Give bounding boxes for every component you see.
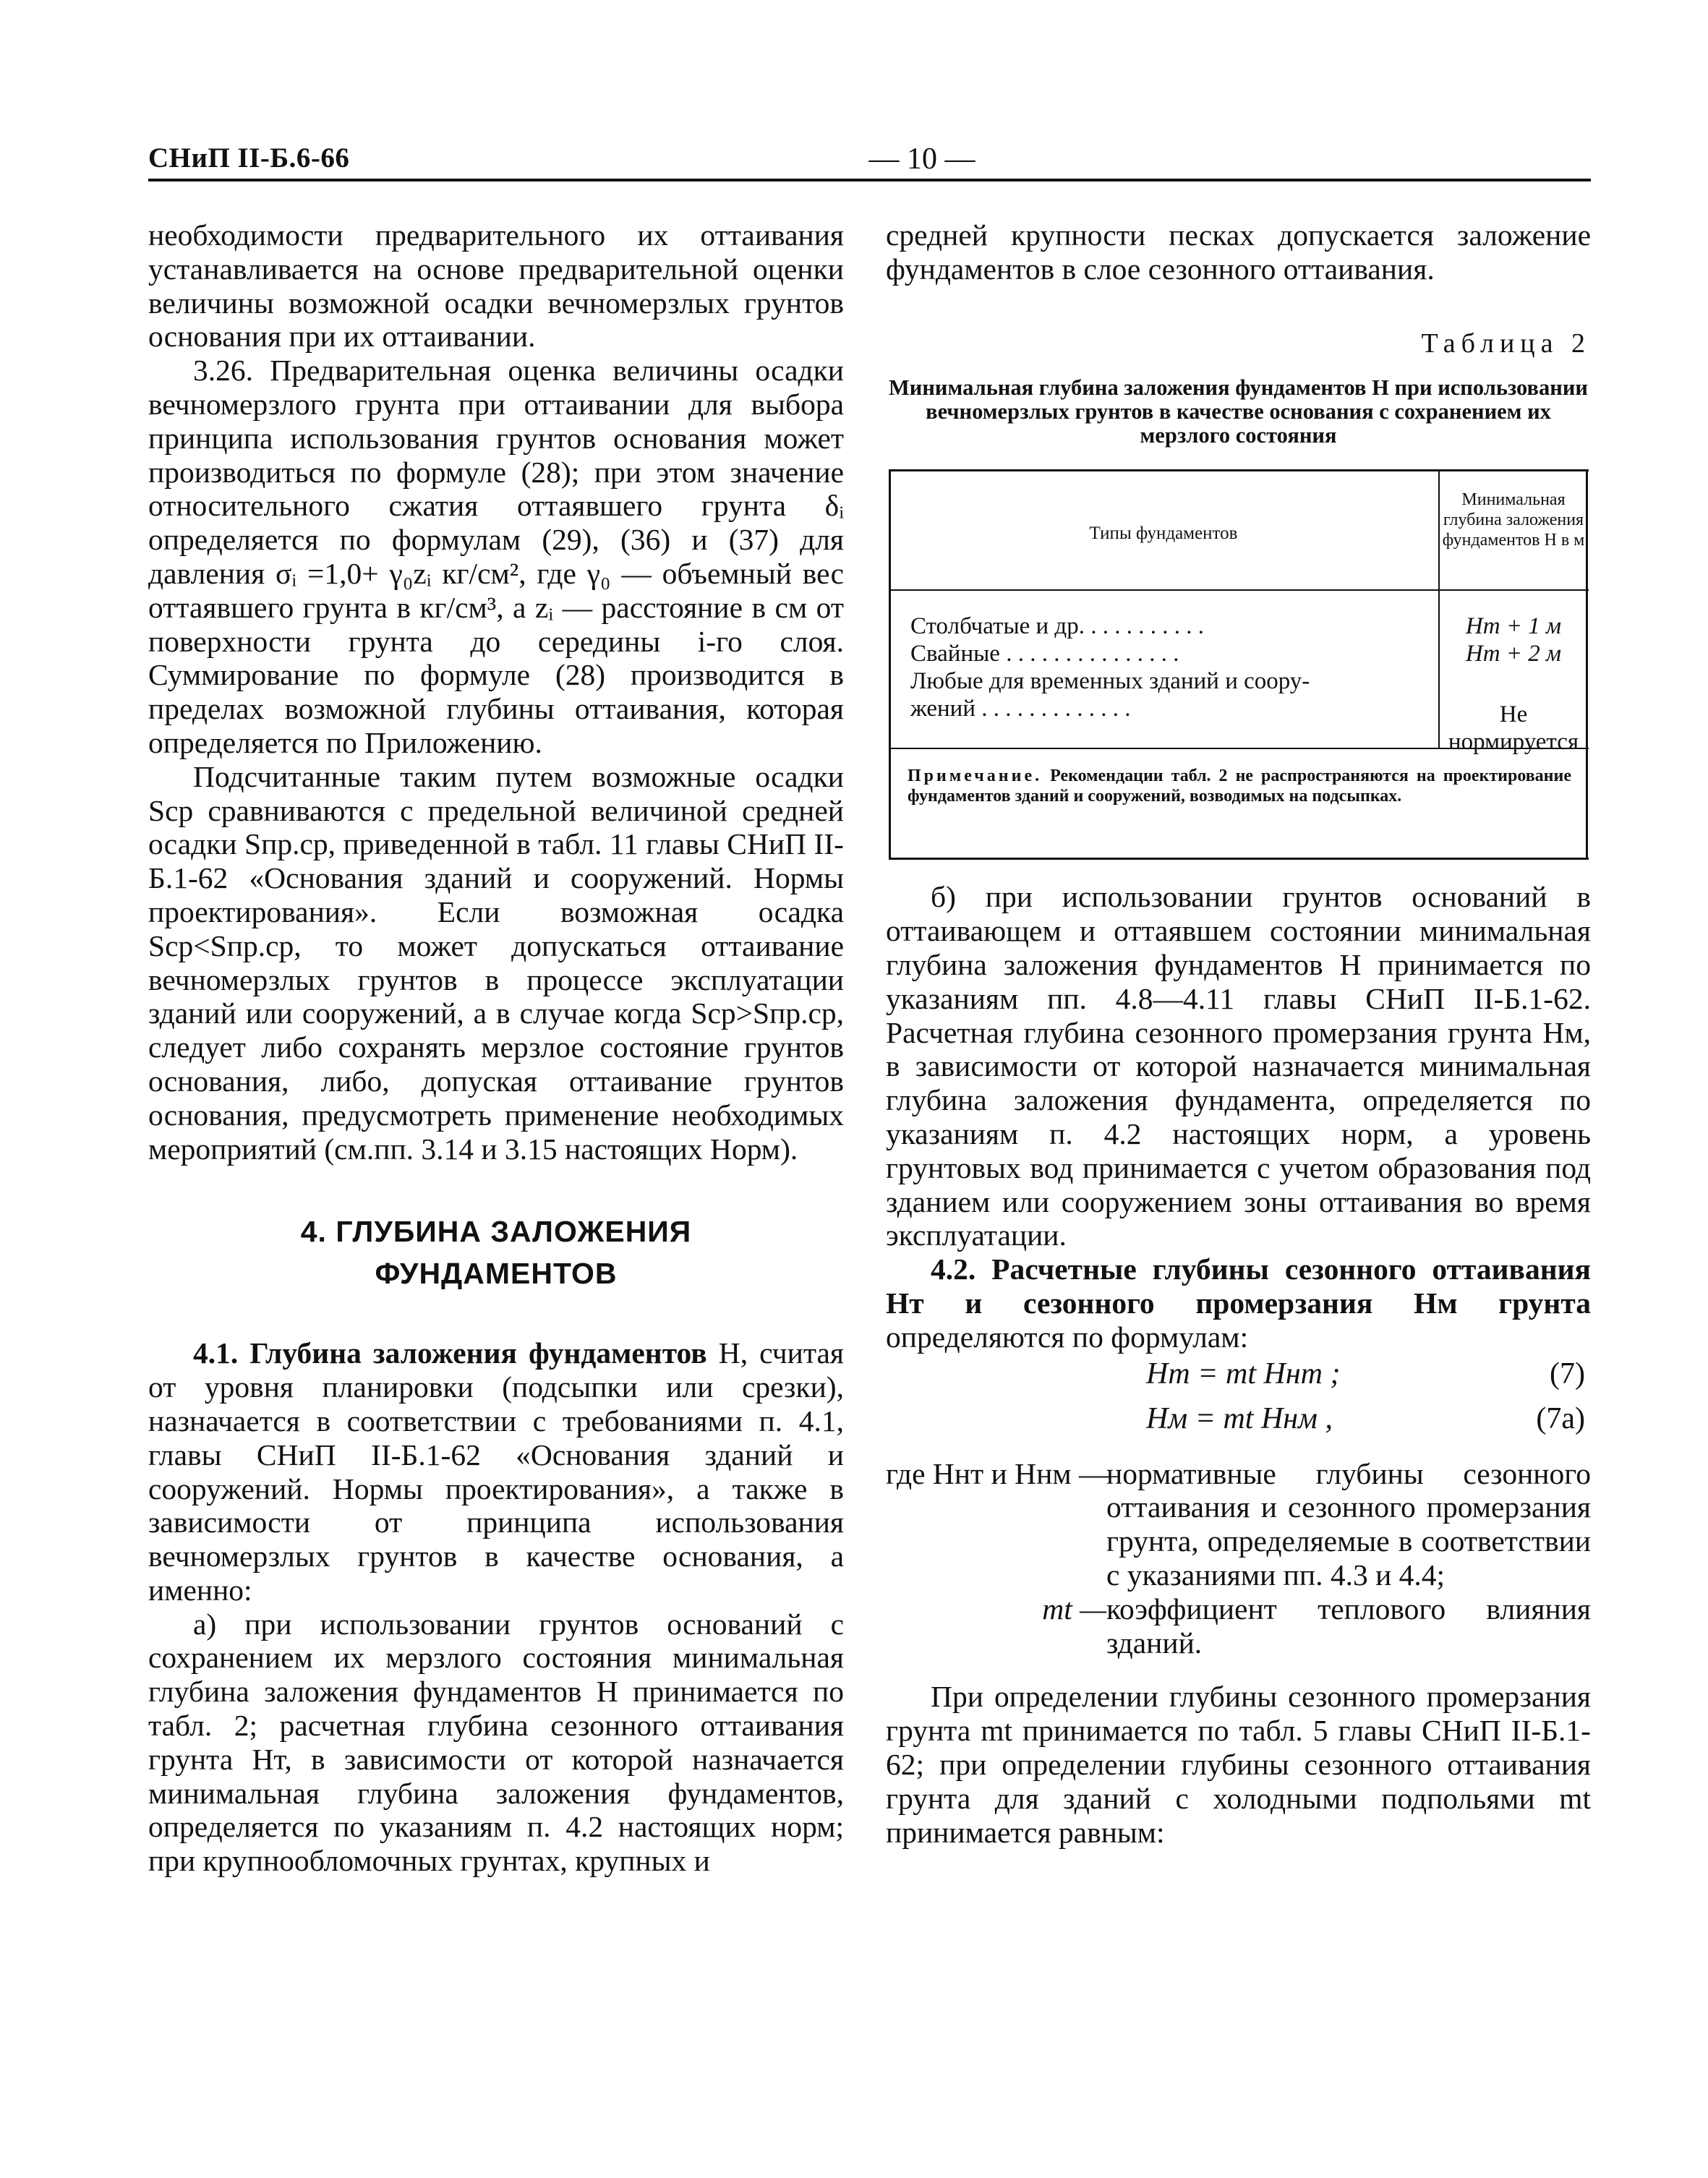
table-header-type: Типы фундаментов bbox=[1089, 524, 1238, 544]
definition-text: коэффициент теплового влияния зданий. bbox=[1106, 1592, 1591, 1660]
table-header-divider bbox=[889, 589, 1589, 591]
paragraph-4-2 bbox=[886, 1252, 1591, 1354]
table-row-value: Hт + 1 м bbox=[1465, 613, 1562, 640]
paragraph-4-1 bbox=[148, 1336, 844, 1607]
definition-term: mt — bbox=[1042, 1592, 1106, 1626]
table-note-text: Рекомендации табл. 2 не распространяются на проектирование фундаментов зданий и сооружений, возводимых на подсыпках. bbox=[908, 766, 1571, 806]
section-heading bbox=[148, 1210, 844, 1294]
paragraph-item-a: а) при использовании грунтов оснований с сохранением их мерзлого состояния минимальная глубина заложения фундаментов H принимается по табл. 2; расчетная глубина сезонного оттаивания грунта Hт, в зависимости от которой назначается минимальная глубина заложения фундаментов, определяется по указаниям п. 4.2 настоящих норм; при крупнообломочных грунтах, крупных и bbox=[148, 1607, 844, 1878]
paragraph-coefficient: При определении глубины сезонного промерзания грунта mt принимается по табл. 5 главы СНиП II-Б.1-62; при определении глубины сезонного оттаивания грунта для зданий с холодными подпольями mt принимается равным: bbox=[886, 1680, 1591, 1849]
table-row-value: Не нормируется bbox=[1448, 701, 1579, 756]
table-note-label: Примечание. bbox=[908, 766, 1043, 786]
table-row-value: Hт + 2 м bbox=[1465, 641, 1562, 667]
definition-term: где Hнт и Hнм — bbox=[886, 1456, 1109, 1490]
table-row-label-cont: жений . . . . . . . . . . . . . bbox=[910, 696, 1131, 722]
table-row-label: Любые для временных зданий и соору- bbox=[910, 668, 1310, 695]
paragraph-item-b: б) при использовании грунтов оснований в оттаивающем и оттаявшем состоянии минимальная глубина заложения фундаментов H принимается по указаниям пп. 4.8—4.11 главы СНиП II-Б.1-62. Расчетная глубина сезонного промерзания грунта Hм, в зависимости от которой назначается минимальная глубина заложения фундамента, определяется по указаниям п. 4.2 настоящих норм, а уровень грунтовых вод принимается с учетом образования под зданием или сооружением зоны оттаивания во время эксплуатации. bbox=[886, 880, 1591, 1252]
formula-7a-number: (7а) bbox=[1536, 1401, 1585, 1435]
definition-text: нормативные глубины сезонного оттаивания и сезонного промерзания грунта, определяемые в соответствии с указаниями пп. 4.3 и 4.4; bbox=[1106, 1456, 1591, 1592]
table-row-label: Свайные . . . . . . . . . . . . . . . bbox=[910, 641, 1179, 667]
paragraph-3-26: 3.26. Предварительная оценка величины осадки вечномерзлого грунта при оттаивании для выбора принципа использования грунтов основания может производиться по формуле (28); при этом значение относительного сжатия оттаявшего грунта δᵢ определяется по формулам (29), (36) и (37) для давления σᵢ =1,0+ γ₀zᵢ кг/см², где γ₀ — объемный вес оттаявшего грунта в кг/см³, а zᵢ — расстояние в см от поверхности грунта до середины i-го слоя. Суммирование по формуле (28) производится в пределах возможной глубины оттаивания, которая определяется по Приложению. bbox=[148, 354, 844, 759]
table-border-right bbox=[1586, 469, 1588, 860]
page-number: — 10 — bbox=[868, 142, 975, 176]
header-rule bbox=[148, 179, 1591, 182]
paragraph-settlement-comparison: Подсчитанные таким путем возможные осадки Sср сравниваются с предельной величиной средней осадки Sпр.ср, приведенной в табл. 11 главы СНиП II-Б.1-62 «Основания зданий и сооружений. Нормы проектирования». Если возможная осадка Sср<Sпр.ср, то может допускаться оттаивание вечномерзлых грунтов в процессе эксплуатации зданий или сооружений, а в случае когда Sср>Sпр.ср, следует либо сохранять мерзлое состояние грунтов основания, либо, допуская оттаивание грунтов основания, предусмотреть применение необходимых мероприятий (см.пп. 3.14 и 3.15 настоящих Норм). bbox=[148, 759, 844, 1166]
table-header-depth: Минимальная глубина заложения фундаментов H в м bbox=[1442, 490, 1585, 550]
right-column bbox=[886, 218, 1591, 1849]
table-caption: Таблица 2 bbox=[1421, 328, 1591, 359]
paragraph-continuation-right: средней крупности песках допускается заложение фундаментов в слое сезонного оттаивания. bbox=[886, 218, 1591, 286]
paragraph-4-2-lead: 4.2. Расчетные глубины сезонного оттаивания Hт и сезонного промерзания Hм грунта bbox=[886, 1252, 1591, 1320]
paragraph-continuation: необходимости предварительного их оттаивания устанавливается на основе предварительной оценки величины возможной осадки вечномерзлых грунтов основания при их оттаивании. bbox=[148, 218, 844, 354]
table-title: Минимальная глубина заложения фундаментов H при использовании вечномерзлых грунтов в качестве основания с сохранением их мерзлого состояния bbox=[889, 375, 1588, 448]
table-row-label: Столбчатые и др. . . . . . . . . . . bbox=[910, 613, 1204, 640]
formula-7-number: (7) bbox=[1550, 1357, 1585, 1391]
definition-item bbox=[886, 1457, 1591, 1592]
table-column-divider bbox=[1438, 469, 1440, 748]
section-heading-line-2: ФУНДАМЕНТОВ bbox=[375, 1257, 618, 1291]
formula-7 bbox=[886, 1354, 1591, 1399]
formula-definitions bbox=[886, 1457, 1591, 1660]
table-note bbox=[908, 766, 1571, 806]
formula-7-expression: Hт = mt Hнт ; bbox=[1146, 1357, 1341, 1391]
document-code: СНиП II-Б.6-66 bbox=[148, 142, 350, 174]
left-column bbox=[148, 218, 844, 1878]
table-2 bbox=[889, 469, 1589, 860]
formula-7a bbox=[886, 1399, 1591, 1444]
paragraph-4-2-text: определяются по формулам: bbox=[886, 1320, 1249, 1354]
formula-7a-expression: Hм = mt Hнм , bbox=[1146, 1401, 1333, 1435]
table-border-top bbox=[889, 469, 1589, 471]
section-heading-line-1: 4. ГЛУБИНА ЗАЛОЖЕНИЯ bbox=[300, 1215, 692, 1249]
page-header bbox=[148, 142, 1591, 179]
paragraph-4-1-lead: 4.1. Глубина заложения фундаментов bbox=[193, 1336, 707, 1370]
table-border-bottom bbox=[889, 858, 1589, 860]
definition-item bbox=[886, 1592, 1591, 1660]
paragraph-4-1-text: H, считая от уровня планировки (подсыпки или срезки), назначается в соответствии с требованиями п. 4.1, главы СНиП II-Б.1-62 «Основания зданий и сооружений. Нормы проектирования», а также в зависимости от принципа использования вечномерзлых грунтов в качестве основания, а именно: bbox=[148, 1336, 844, 1607]
